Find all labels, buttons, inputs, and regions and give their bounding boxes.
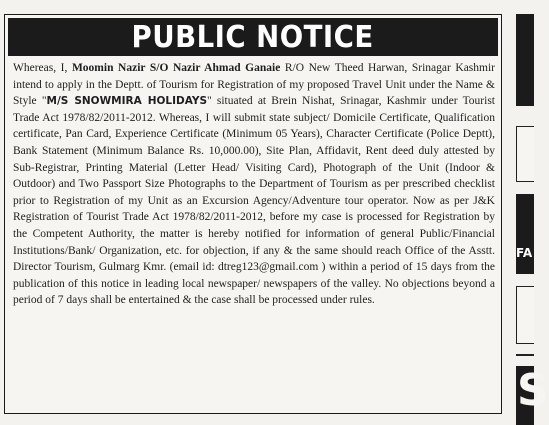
adjacent-rule <box>516 354 534 356</box>
adjacent-column-fragment <box>516 14 549 425</box>
applicant-name: Moomin Nazir S/O Nazir Ahmad Ganaie <box>71 62 281 74</box>
adjacent-bordered-box-2 <box>516 286 534 344</box>
body-text-part-3: ) within a period of 15 days from the publication of this notice in leading local newspaper/ newspapers of the valley. No objections beyond a period of 7 days shall be entertained & the case shall be processed under rules. <box>13 261 496 307</box>
notice-heading: PUBLIC NOTICE <box>131 19 375 55</box>
adjacent-text-fragment: FA <box>516 246 533 260</box>
notice-heading-banner <box>8 18 498 56</box>
intro-text: Whereas, I, <box>13 62 72 74</box>
unit-name: M/S SNOWMIRA HOLIDAYS <box>46 95 208 108</box>
adjacent-dark-block <box>516 14 534 106</box>
public-notice-box <box>4 14 502 414</box>
adjacent-heading-letter: S <box>517 365 549 416</box>
contact-email: dtreg123@gmail.com <box>217 261 319 274</box>
body-text-part-2: " situated at Brein Nishat, Srinagar, Kashmir under Tourist Trade Act 1978/82/2011-2012. Whereas, I will submit state subject/ Domicile Certificate, Qualification certificate, Pan Card, Experience Certificate (Minimum 05 Years), Character Certificate (Police Deptt), Bank Statement (Minimum Balance Rs. 10,000.00), Site Plan, Affidavit, Rent deed duly attested by Sub-Registrar, Printing Material (Letter Head/ Visiting Card), Photograph of the Unit (Indoor & Outdoor) and Two Passport Size Photographs to the Department of Tourism as per prescribed checklist prior to Registration of my Unit as an Excursion Agency/Adventure tour operator. Now as per J&K Registration of Tourist Trade Act 1978/82/2011-2012, before my case is processed for Registration by the Competent Authority, the matter is hereby notified for information of general Public/Financial Institutions/Bank/ Organization, etc. for objection, if any & the same should reach Office of the Asstt. Director Tourism, Gulmarg Kmr. (email id: <box>13 95 495 274</box>
adjacent-bordered-box <box>516 126 534 182</box>
adjacent-dark-panel <box>516 194 534 274</box>
notice-body <box>5 56 501 309</box>
body-text-part-1: R/O New Theed Harwan, Srinagar Kashmir intend to apply in the Deptt. of Tourism for Registration of my proposed Travel Unit under the Name & Style " <box>13 62 495 108</box>
